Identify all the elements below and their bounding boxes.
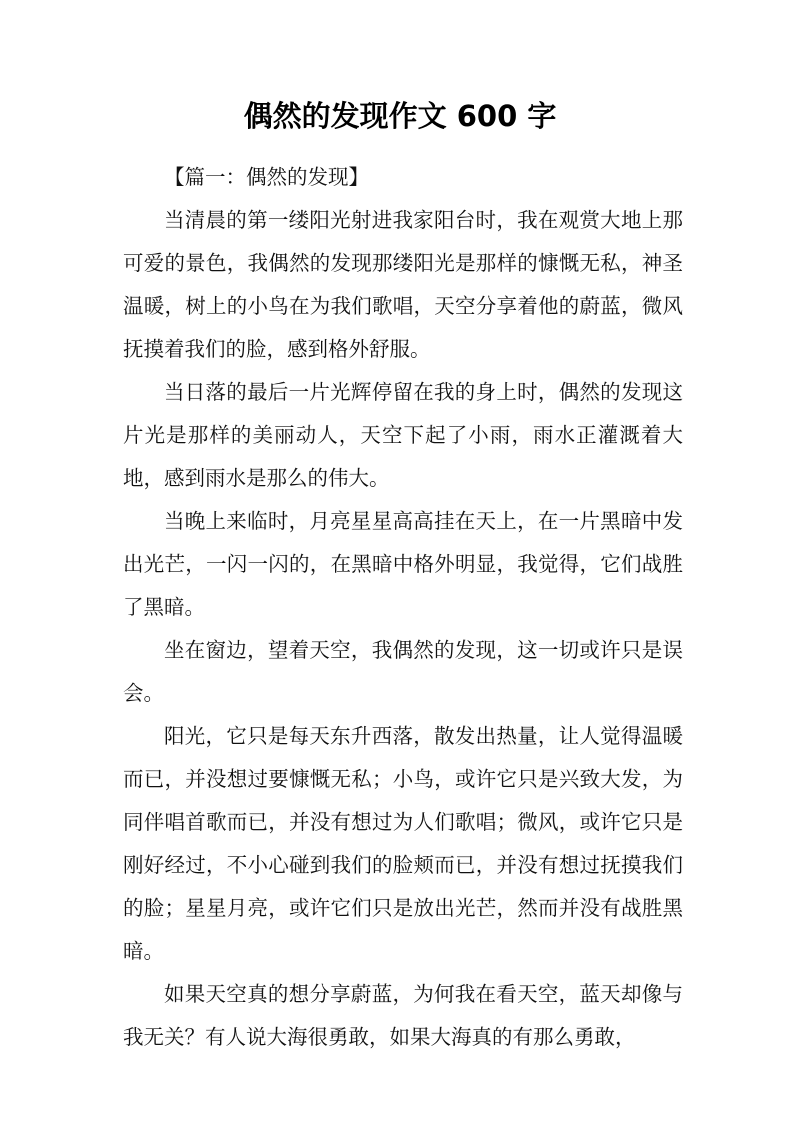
paragraph-1: 当清晨的第一缕阳光射进我家阳台时，我在观赏大地上那可爱的景色，我偶然的发现那缕阳光是那样的慷慨无私，神圣温暖，树上的小鸟在为我们歌唱，天空分享着他的蔚蓝，微风抚摸着我们的脸，感到格外舒服。 [123, 208, 683, 361]
paragraph-5: 阳光，它只是每天东升西落，散发出热量，让人觉得温暖而已，并没想过要慷慨无私；小鸟，或许它只是兴致大发，为同伴唱首歌而已，并没有想过为人们歌唱；微风，或许它只是刚好经过，不小心碰到我们的脸颊而已，并没有想过抚摸我们的脸；星星月亮，或许它们只是放出光芒，然而并没有战胜黑暗。 [123, 724, 683, 963]
paragraph-2: 当日落的最后一片光辉停留在我的身上时，偶然的发现这片光是那样的美丽动人，天空下起了小雨，雨水正灌溉着大地，感到雨水是那么的伟大。 [123, 380, 683, 490]
paragraph-6: 如果天空真的想分享蔚蓝，为何我在看天空，蓝天却像与我无关？有人说大海很勇敢，如果大海真的有那么勇敢， [123, 982, 683, 1049]
paragraph-4: 坐在窗边，望着天空，我偶然的发现，这一切或许只是误会。 [123, 638, 683, 705]
document-title: 偶然的发现作文 600 字 [243, 99, 557, 133]
paragraph-3: 当晚上来临时，月亮星星高高挂在天上，在一片黑暗中发出光芒，一闪一闪的，在黑暗中格外明显，我觉得，它们战胜了黑暗。 [123, 509, 683, 619]
document-body [123, 156, 683, 1059]
section-heading: 【篇一：偶然的发现】 [164, 165, 369, 189]
